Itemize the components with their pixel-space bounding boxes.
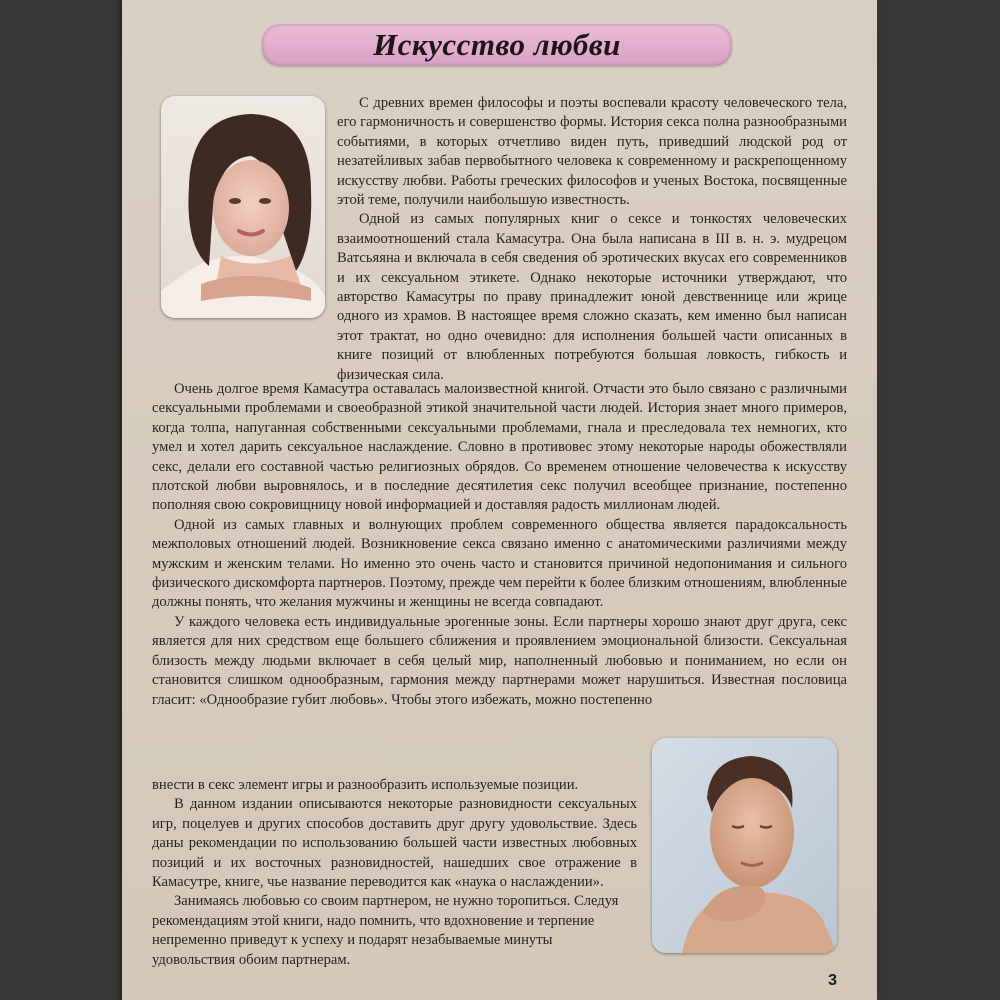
paragraph: Очень долгое время Камасутра оставалась малоизвестной книгой. Отчасти это было связано с различными сексуальными проблемами и своеобразной этикой значительной части людей. История знает много примеров, когда толпа, напуганная собственными сексуальными проблемами, гнала и преследовала тех немногих, кто умел и хотел дарить сексуальное наслаждение. Словно в противовес этому некоторые народы обожествляли секс, делали его составной частью религиозных обрядов. Со временем отношение человечества к искусству плотской любви выровнялось, и в последние десятилетия секс получил всеобщее признание, постепенно пополняя свою сокровищницу новой информацией и доставляя радость миллионам людей. [152,381,847,514]
paragraph: внести в секс элемент игры и разнообразить используемые позиции. [152,777,579,793]
title-banner [262,24,732,66]
paragraph: С древних времен философы и поэты воспевали красоту человеческого тела, его гармоничность и совершенство формы. История секса полна разнообразными событиями, в которых отчетливо виден путь, приведший людской род от незатейливых забав первобытного человека к современному и раскрепощенному искусству любви. Работы греческих философов и ученых Востока, посвященные этой теме, получили наибольшую известность. [337,95,847,209]
paragraph: В данном издании описываются некоторые разновидности сексуальных игр, поцелуев и других способов доставить друг другу удовольствие. Здесь даны рекомендации по использованию большей части известных любовных позиций и их восточных разновидностей, нашедших свое отражение в Камасутре, книге, чье название переводится как «наука о наслаждении». [152,796,637,891]
paragraph: У каждого человека есть индивидуальные эрогенные зоны. Если партнеры хорошо знают друг друга, секс является для них средством еще большего сближения и проявлением эмоциональной близости. Сексуальная близость между людьми включает в себя целый мир, наполненный любовью и пониманием, но если он становится слишком однообразным, гармония между партнерами может нарушиться. Известная пословица гласит: «Однообразие губит любовь». Чтобы этого избежать, можно постепенно [152,613,847,708]
intro-text [337,94,847,385]
paragraph: Одной из самых популярных книг о сексе и тонкостях человеческих взаимоотношений стала Камасутра. Она была написана в III в. н. э. мудрецом Ватсьяяна и включала в себя сведения об эротических вкусах его современников и их сексуальном этикете. Однако некоторые источники утверждают, что авторство Камасутры по праву принадлежит юной девственнице или жрице одного из храмов. В настоящее время сложно сказать, кем именно был написан этот трактат, но одно очевидно: для исполнения большей части описанных в книге позиций от влюбленных потребуются большая ловкость, гибкость и физическая сила. [337,211,847,383]
paragraph: Одной из самых главных и волнующих проблем современного общества является парадоксальность межполовых отношений людей. Возникновение секса связано именно с анатомическими различиями между мужским и женским телами. Но именно это очень часто и становится причиной недопонимания и сильного физического дискомфорта партнеров. Поэтому, прежде чем перейти к более близким отношениям, влюбленные должны понять, что желания мужчины и женщины не всегда совпадают. [152,516,847,611]
paragraph: Занимаясь любовью со своим партнером, не нужно торопиться. Следуя рекомендациям этой книги, надо помнить, что вдохновение и терпение непременно приведут к успеху и подарят незабываемые минуты удовольствия обоим партнерам. [152,893,619,968]
page-title: Искусство любви [373,27,621,62]
photo-man [652,738,837,953]
page-number: 3 [828,972,837,989]
book-page [122,0,877,1000]
main-text [152,380,847,710]
photo-woman [161,96,325,318]
closing-text [152,776,637,970]
man-portrait-image [652,738,837,953]
woman-portrait-image [161,96,325,318]
